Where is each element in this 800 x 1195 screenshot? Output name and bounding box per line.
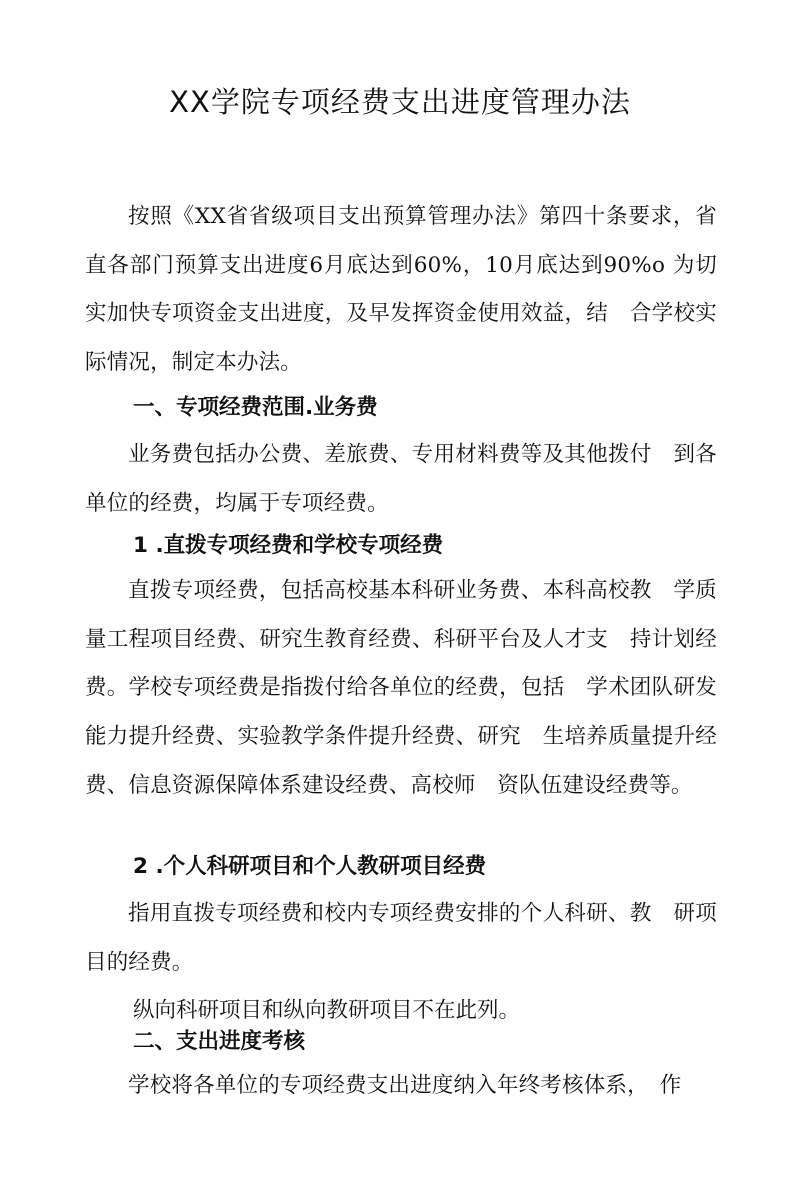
- subsection-heading-2: 2 .个人科研项目和个人教研项目经费: [133, 854, 487, 879]
- paragraph-assessment: 学校将各单位的专项经费支出进度纳入年终考核体系， 作: [128, 1073, 682, 1098]
- paragraph-intro: 按照《XX省省级项目支出预算管理办法》第四十条要求，省直各部门预算支出进度6月底达到60%，10月底达到90%o 为切实加快专项资金支出进度，及早发挥资金使用效益，结 合学校实际情况，制定本办法。: [85, 204, 717, 376]
- paragraph-direct-funds: 直拨专项经费，包括高校基本科研业务费、本科高校教 学质量工程项目经费、研究生教育经费、科研平台及人才支 持计划经费。学校专项经费是指拨付给各单位的经费，包括 学术团队研发能力提升经费、实验教学条件提升经费、研究 生培养质量提升经费、信息资源保障体系建设经费、高校师 资队伍建设经费等。: [85, 578, 717, 798]
- paragraph-business-fee: 业务费包括办公费、差旅费、专用材料费等及其他拨付 到各单位的经费，均属于专项经费。: [85, 442, 717, 516]
- section-heading-1: 一、专项经费范围.业务费: [133, 395, 378, 420]
- paragraph-exclusion: 纵向科研项目和纵向教研项目不在此列。: [133, 998, 521, 1023]
- paragraph-personal-projects: 指用直拨专项经费和校内专项经费安排的个人科研、教 研项目的经费。: [85, 901, 717, 975]
- section-heading-2: 二、支出进度考核: [133, 1029, 306, 1054]
- subsection-heading-1: 1 .直拨专项经费和学校专项经费: [133, 533, 444, 558]
- document-title: XX学院专项经费支出进度管理办法: [169, 85, 631, 119]
